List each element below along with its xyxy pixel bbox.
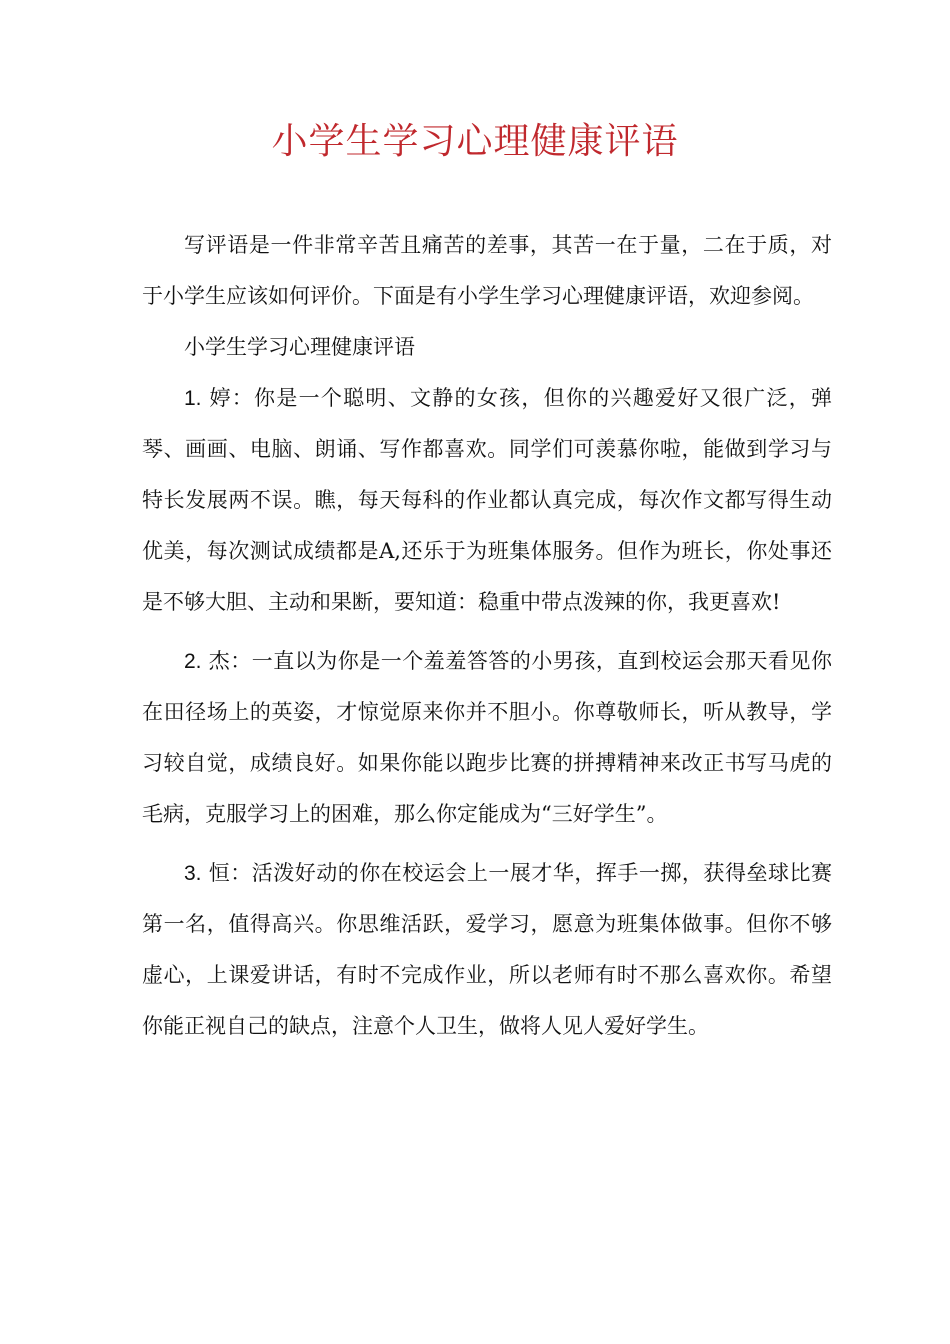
section-heading: 小学生学习心理健康评语: [184, 335, 415, 359]
item-text: 恒：活泼好动的你在校运会上一展才华，挥手一掷，获得垒球比赛第一名，值得高兴。你思维活跃，爱学习，愿意为班集体做事。但你不够虚心，上课爱讲话，有时不完成作业，所以老师有时不那么喜欢你。希望你能正视自己的缺点，注意个人卫生，做将人见人爱好学生。: [142, 861, 832, 1038]
intro-paragraph: 写评语是一件非常辛苦且痛苦的差事，其苦一在于量，二在于质，对于小学生应该如何评价。下面是有小学生学习心理健康评语，欢迎参阅。: [142, 233, 832, 308]
item-text: 婷：你是一个聪明、文静的女孩，但你的兴趣爱好又很广泛，弹琴、画画、电脑、朗诵、写作都喜欢。同学们可羡慕你啦，能做到学习与特长发展两不误。瞧，每天每科的作业都认真完成，每次作文都写得生动优美，每次测试成绩都是A,还乐于为班集体服务。但作为班长，你处事还是不够大胆、主动和果断，要知道：稳重中带点泼辣的你，我更喜欢!: [142, 386, 833, 614]
item-number: 3.: [184, 862, 202, 885]
comment-item-1: [142, 373, 832, 628]
document-body: [142, 220, 832, 1052]
item-number: 1.: [184, 387, 202, 410]
document-title: 小学生学习心理健康评语: [271, 121, 679, 162]
comment-item-2: [142, 636, 832, 840]
item-text: 杰：一直以为你是一个羞羞答答的小男孩，直到校运会那天看见你在田径场上的英姿，才惊觉原来你并不胆小。你尊敬师长，听从教导，学习较自觉，成绩良好。如果你能以跑步比赛的拼搏精神来改正书写马虎的毛病，克服学习上的困难，那么你定能成为“三好学生”。: [142, 649, 832, 826]
item-number: 2.: [184, 650, 202, 673]
comment-item-3: [142, 848, 832, 1052]
